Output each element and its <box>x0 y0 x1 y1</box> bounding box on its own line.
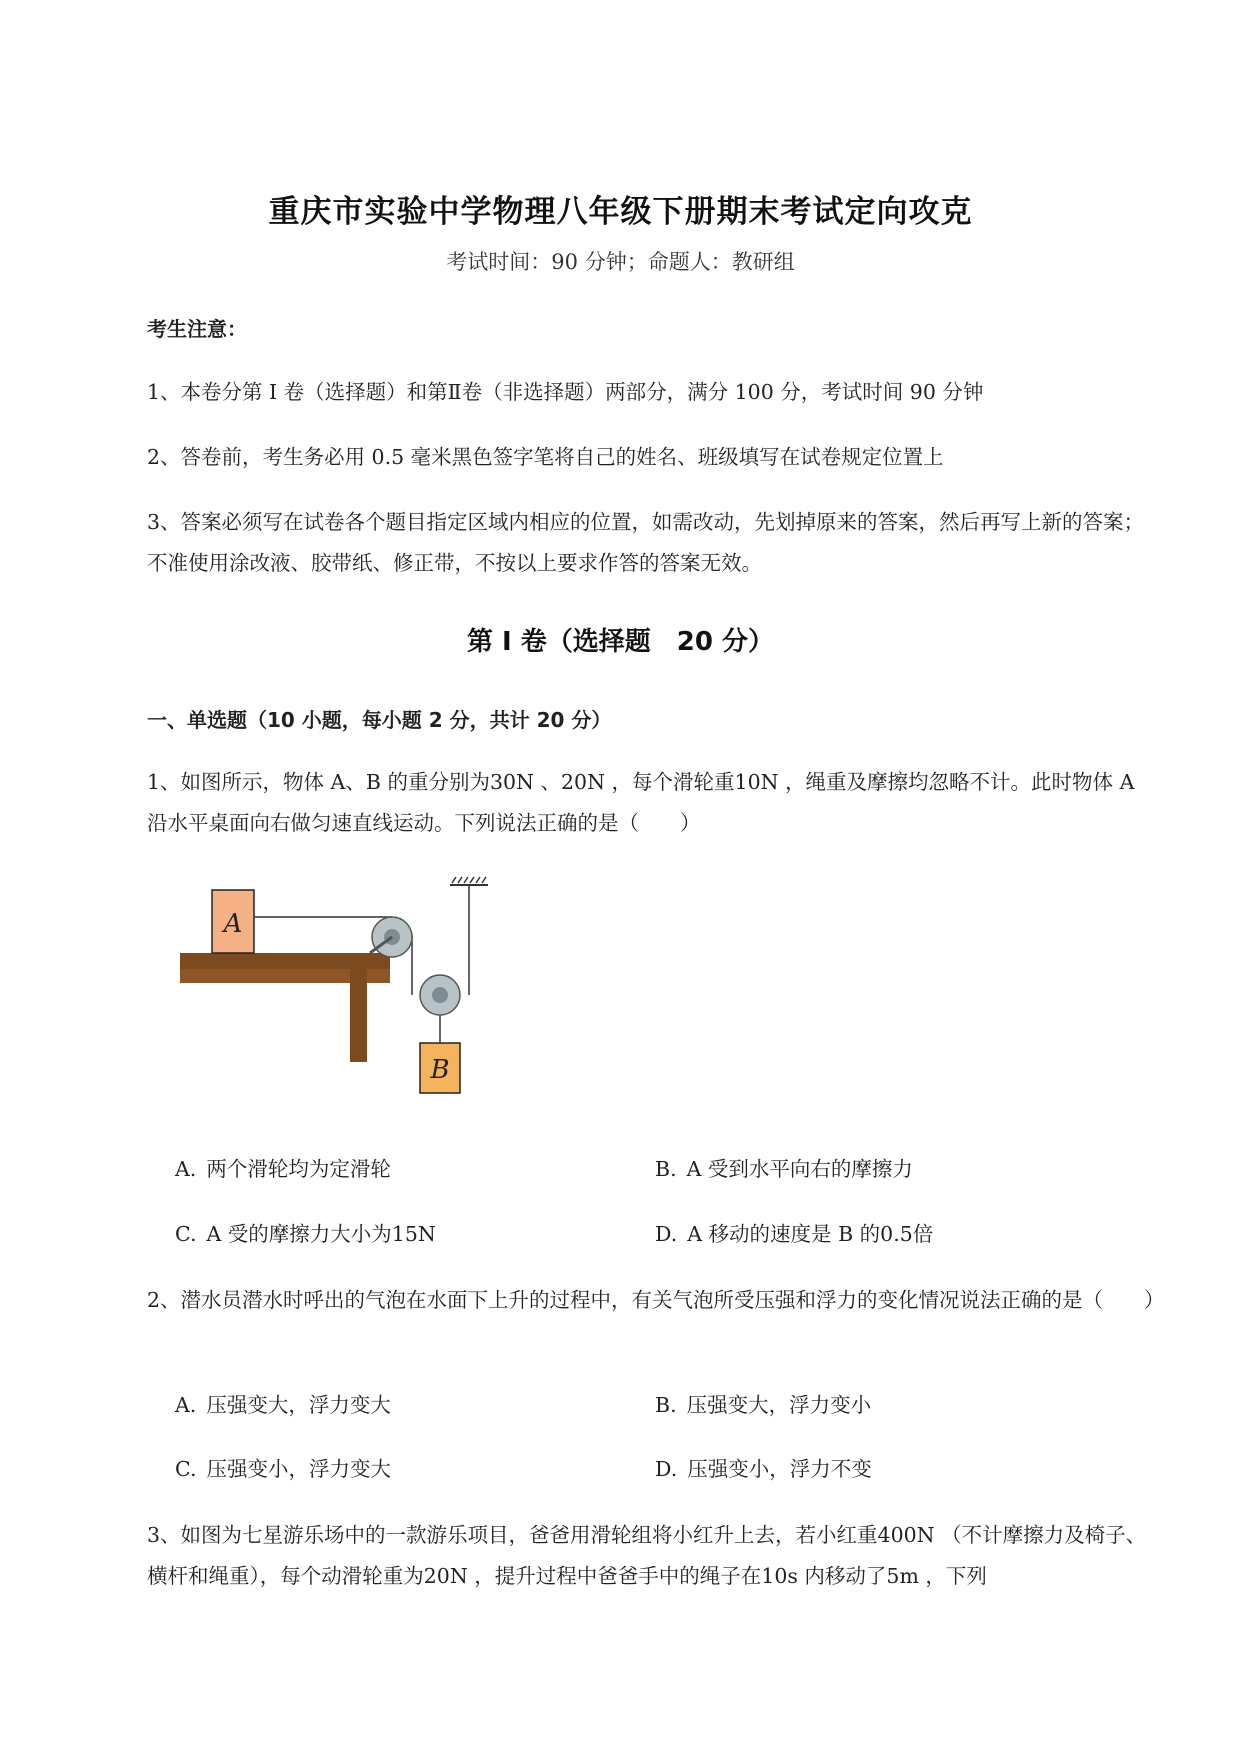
table-top <box>180 953 390 969</box>
q1-option-a[interactable] <box>175 1152 391 1182</box>
option-label: A. <box>175 1157 197 1181</box>
notice-item-1: 1、本卷分第 I 卷（选择题）和第Ⅱ卷（非选择题）两部分，满分 100 分，考试时间 90 分钟 <box>147 380 984 404</box>
option-label: B. <box>655 1393 677 1417</box>
q2-option-b[interactable] <box>655 1388 871 1418</box>
q2-option-c[interactable] <box>175 1452 391 1482</box>
option-label: C. <box>175 1222 197 1246</box>
question-2-stem: 2、潜水员潜水时呼出的气泡在水面下上升的过程中，有关气泡所受压强和浮力的变化情况说法正确的是（ ） <box>147 1288 1165 1312</box>
notice-item-3: 3、答案必须写在试卷各个题目指定区域内相应的位置，如需改动，先划掉原来的答案，然后再写上新的答案；不准使用涂改液、胶带纸、修正带，不按以上要求作答的答案无效。 <box>147 510 1145 575</box>
question-1-stem: 1、如图所示，物体 A、B 的重分别为30N 、20N ，每个滑轮重10N ，绳重及摩擦均忽略不计。此时物体 A 沿水平桌面向右做匀速直线运动。下列说法正确的是（ ） <box>147 770 1135 835</box>
question-1-figure <box>180 875 500 1115</box>
pulley-diagram <box>180 875 500 1115</box>
option-text: 压强变大，浮力变大 <box>206 1393 391 1417</box>
option-text: 两个滑轮均为定滑轮 <box>206 1157 391 1181</box>
option-text: A 受的摩擦力大小为15N <box>206 1222 436 1246</box>
option-label: D. <box>655 1222 678 1246</box>
block-b-label: B <box>430 1055 450 1085</box>
section-title: 第 I 卷（选择题 20 分） <box>466 627 774 657</box>
question-3-stem: 3、如图为七星游乐场中的一款游乐项目，爸爸用滑轮组将小红升上去，若小红重400N （不计摩擦力及椅子、横杆和绳重），每个动滑轮重为20N ，提升过程中爸爸手中的绳子在10s 内移动了5m ，下列 <box>147 1523 1147 1588</box>
option-text: A 受到水平向右的摩擦力 <box>686 1157 913 1181</box>
page-title: 重庆市实验中学物理八年级下册期末考试定向攻克 <box>268 194 973 230</box>
option-label: D. <box>655 1457 678 1481</box>
part-heading: 一、单选题（10 小题，每小题 2 分，共计 20 分） <box>147 708 612 732</box>
notice-item-2: 2、答卷前，考生务必用 0.5 毫米黑色签字笔将自己的姓名、班级填写在试卷规定位置上 <box>147 445 944 469</box>
q2-option-a[interactable] <box>175 1388 391 1418</box>
q1-option-b[interactable] <box>655 1152 913 1182</box>
block-a-label: A <box>223 909 243 939</box>
q1-option-c[interactable] <box>175 1217 436 1247</box>
option-text: 压强变小，浮力不变 <box>687 1457 872 1481</box>
table-leg <box>350 969 367 1062</box>
option-label: A. <box>175 1393 197 1417</box>
ceiling-hatch <box>452 877 486 883</box>
notice-heading: 考生注意： <box>147 317 247 341</box>
option-text: 压强变小，浮力变大 <box>206 1457 391 1481</box>
q2-option-d[interactable] <box>655 1452 872 1482</box>
page-subtitle: 考试时间：90 分钟；命题人：教研组 <box>446 250 795 274</box>
option-text: 压强变大，浮力变小 <box>686 1393 872 1417</box>
option-label: B. <box>655 1157 677 1181</box>
option-label: C. <box>175 1457 197 1481</box>
q1-option-d[interactable] <box>655 1217 933 1247</box>
option-text: A 移动的速度是 B 的0.5倍 <box>687 1222 934 1246</box>
